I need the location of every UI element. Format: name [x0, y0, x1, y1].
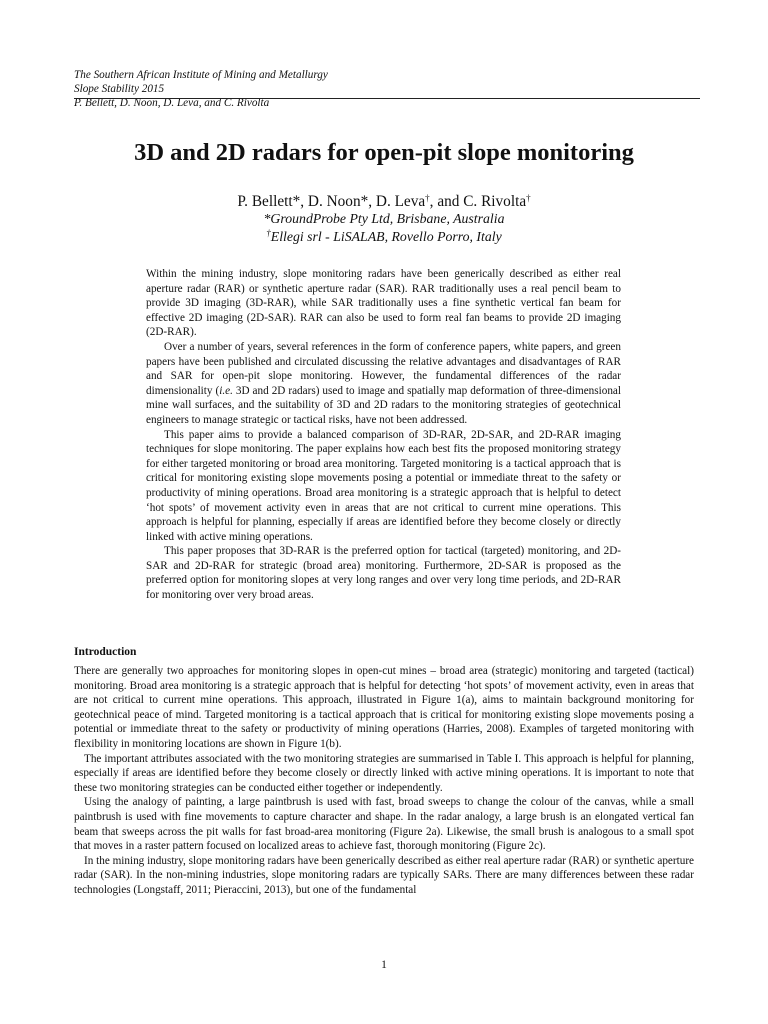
abstract-p2-text-b: 3D and 2D radars) used to image and spatially map deformation of three-dimensional mine wall surfaces, and the suitability of 3D and 2D radars to the monitoring strategies of geotechnical engineers to manage strategic or tactical risks, have not been addressed. — [146, 384, 621, 426]
header-institute: The Southern African Institute of Mining and Metallurgy — [74, 69, 328, 81]
dagger-mark-leva: † — [425, 193, 430, 203]
affiliation-ellegi — [0, 228, 768, 246]
page-number: 1 — [381, 959, 387, 971]
abstract-paragraph-4: This paper proposes that 3D-RAR is the preferred option for tactical (targeted) monitoring, and 2D-SAR and 2D-RAR for strategic (broad area) monitoring. Furthermore, 2D-SAR is proposed as the preferred option for monitoring slopes at very long ranges and over very long time periods, and 2D-RAR for monitoring over very broad areas. — [146, 545, 621, 602]
abstract-p2-text-a: Over a number of years, several references in the form of conference papers, white papers, and green papers have been published and circulated discussing the relative advantages and disadvantages of RAR and SAR for open-pit slope monitoring. However, the fundamental differences of the radar dimensionality ( — [146, 340, 621, 397]
affiliation-ellegi-text: Ellegi srl - LiSALAB, Rovello Porro, Italy — [270, 229, 502, 244]
header-proceedings: Slope Stability 2015 — [74, 83, 165, 95]
authors-part2: , and C. Rivolta — [429, 193, 527, 210]
introduction-paragraph-4: In the mining industry, slope monitoring radars have been generically described as either real aperture radar (RAR) or synthetic aperture radar (SAR). In the non-mining industries, slope monitoring radars are typically SARs. There are many differences between these radar technologies (Longstaff, 2011; Pieraccini, 2013), but one of the fundamental — [74, 854, 695, 896]
introduction-paragraph-1: There are generally two approaches for monitoring slopes in open-cut mines – broad area (strategic) monitoring and targeted (tactical) monitoring. Broad area monitoring is a strategic approach that is helpful for detecting ‘hot spots’ of movement activity, even in areas that are not critical to current mine operations. This approach, illustrated in Figure 1(a), aims to maintain background monitoring for geotechnical peace of mind. Targeted monitoring is a tactical approach that is critical for monitoring existing slope movements posing a potential or immediate threat to the safety or productivity of mining operations (Harries, 2008). Examples of targeted monitoring with flexibility in monitoring locations are shown in Figure 1(b). — [74, 665, 694, 750]
introduction-body — [74, 664, 694, 898]
header-rule — [74, 98, 700, 99]
abstract-paragraph-1: Within the mining industry, slope monitoring radars have been generically described as either real aperture radar (RAR) or synthetic aperture radar (SAR). RAR traditionally uses a real pencil beam to provide 3D imaging (3D-RAR), while SAR traditionally uses a fine synthetic vertical fan beam for effective 2D imaging (2D-SAR). RAR can also be used to form real fan beams to provide 2D imaging (2D-RAR). — [146, 268, 621, 339]
abstract-paragraph-2 — [146, 340, 621, 428]
authors-part1: P. Bellett*, D. Noon*, D. Leva — [237, 193, 426, 210]
running-header — [74, 68, 700, 110]
introduction-paragraph-2: The important attributes associated with the two monitoring strategies are summarised in Table I. This approach is helpful for planning, especially if areas are identified before they become closely or directly linked with active mining operations. It is important to note that these two monitoring strategies can be conducted either together or independently. — [74, 752, 694, 794]
header-authors: P. Bellett, D. Noon, D. Leva, and C. Rivolta — [74, 97, 270, 109]
abstract-paragraph-3: This paper aims to provide a balanced comparison of 3D-RAR, 2D-SAR, and 2D-RAR imaging techniques for slope monitoring. The paper explains how each best fits the proposed monitoring strategy for either targeted monitoring or broad area monitoring. Targeted monitoring is a tactical approach that is critical for monitoring existing slope movements posing a potential or immediate threat to the safety or productivity of mining operations. Broad area monitoring is a strategic approach that is helpful to detect ‘hot spots’ of movement activity even in areas that are not critical to current mine operations. This approach is helpful for planning, especially if areas are identified before they become closely or directly linked with active mining operations. — [146, 428, 621, 543]
affiliation-dagger-mark: † — [266, 228, 271, 238]
abstract-p2-ie: i.e. — [219, 384, 233, 397]
author-list — [0, 192, 768, 212]
abstract — [146, 267, 621, 603]
paper-title: 3D and 2D radars for open-pit slope monitoring — [134, 139, 634, 166]
affiliation-groundprobe: *GroundProbe Pty Ltd, Brisbane, Australia — [263, 211, 505, 226]
dagger-mark-rivolta: † — [526, 193, 531, 203]
introduction-paragraph-3: Using the analogy of painting, a large paintbrush is used with fast, broad sweeps to change the colour of the canvas, while a small paintbrush is used with fine movements to capture character and shape. In the radar analogy, a large brush is an elongated vertical fan beam that sweeps across the pit walls for fast broad-area monitoring (Figure 2a). Likewise, the small brush is analogous to a small spot that moves in a raster pattern focused on localized areas to achieve fast, thorough monitoring (Figure 2c). — [74, 796, 694, 853]
introduction-heading: Introduction — [74, 646, 137, 658]
